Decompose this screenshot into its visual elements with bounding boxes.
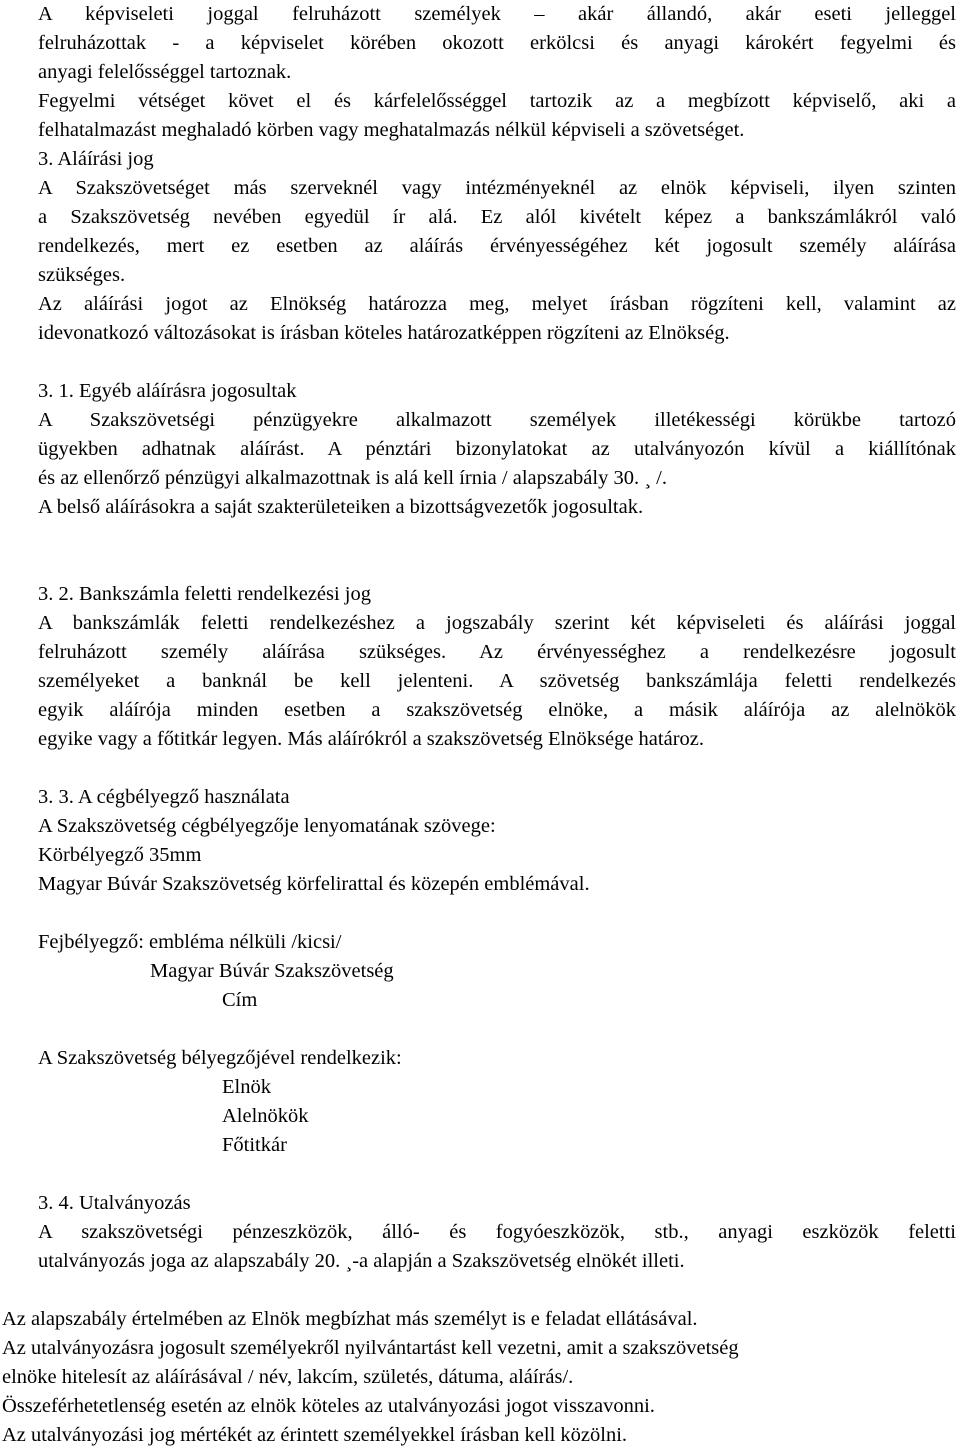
text-line: A Szakszövetségi pénzügyekre alkalmazott személyek illetékességi körükbe tartozó bbox=[38, 409, 956, 431]
text-line: A bankszámlák feletti rendelkezéshez a jogszabály szerint két képviseleti és aláírási joggal bbox=[38, 612, 956, 634]
section-heading: 3. 4. Utalványozás bbox=[38, 1192, 191, 1214]
text-line: Az utalványozási jog mértékét az érintett személyekkel írásban kell közölni. bbox=[2, 1424, 628, 1446]
text-line: felruházott személy aláírása szükséges. Az érvényességhez a rendelkezésre jogosult bbox=[38, 641, 956, 663]
text-line: Fegyelmi vétséget követ el és kárfelelősséggel tartozik az a megbízott képviselő, aki a bbox=[38, 90, 956, 112]
text-line: egyike vagy a főtitkár legyen. Más aláírókról a szakszövetség Elnöksége határoz. bbox=[38, 728, 704, 750]
text-line: felhatalmazást meghaladó körben vagy meghatalmazás nélkül képviseli a szövetséget. bbox=[38, 119, 745, 141]
text-line: Az aláírási jogot az Elnökség határozza meg, melyet írásban rögzíteni kell, valamint az bbox=[38, 293, 956, 315]
list-item: Főtitkár bbox=[222, 1134, 287, 1156]
text-line: szükséges. bbox=[38, 264, 126, 286]
section-heading: 3. 1. Egyéb aláírásra jogosultak bbox=[38, 380, 297, 402]
text-line: ügyekben adhatnak aláírást. A pénztári bizonylatokat az utalványozón kívül a kiállítónak bbox=[38, 438, 956, 460]
section-heading: 3. Aláírási jog bbox=[38, 148, 154, 170]
list-item: Elnök bbox=[222, 1076, 271, 1098]
text-line: egyik aláírója minden esetben a szakszövetség elnöke, a másik aláírója az alelnökök bbox=[38, 699, 956, 721]
section-heading: 3. 2. Bankszámla feletti rendelkezési jog bbox=[38, 583, 372, 605]
text-line: A Szakszövetség bélyegzőjével rendelkezik: bbox=[38, 1047, 402, 1069]
text-line: Az alapszabály értelmében az Elnök megbízhat más személyt is e feladat ellátásával. bbox=[2, 1308, 698, 1330]
text-line: és az ellenőrző pénzügyi alkalmazottnak is alá kell írnia / alapszabály 30. ¸ /. bbox=[38, 467, 667, 489]
text-line: anyagi felelősséggel tartoznak. bbox=[38, 61, 292, 83]
text-line: a Szakszövetség nevében egyedül ír alá. Ez alól kivételt képez a bankszámlákról való bbox=[38, 206, 956, 228]
text-line: rendelkezés, mert ez esetben az aláírás érvényességéhez két jogosult személy aláírása bbox=[38, 235, 956, 257]
section-heading: 3. 3. A cégbélyegző használata bbox=[38, 786, 290, 808]
text-line: Az utalványozásra jogosult személyekről nyilvántartást kell vezetni, amit a szakszövetség bbox=[2, 1337, 739, 1359]
text-line: Magyar Búvár Szakszövetség bbox=[150, 960, 394, 982]
text-line: A Szakszövetséget más szerveknél vagy intézményeknél az elnök képviseli, ilyen szinten bbox=[38, 177, 956, 199]
text-line: Összeférhetetlenség esetén az elnök köteles az utalványozási jogot visszavonni. bbox=[2, 1395, 655, 1417]
text-line: A Szakszövetség cégbélyegzője lenyomatának szövege: bbox=[38, 815, 496, 837]
text-line: Cím bbox=[222, 989, 258, 1011]
text-line: felruházottak - a képviselet körében okozott erkölcsi és anyagi károkért fegyelmi és bbox=[38, 32, 956, 54]
text-line: Fejbélyegző: embléma nélküli /kicsi/ bbox=[38, 931, 342, 953]
text-line: Körbélyegző 35mm bbox=[38, 844, 202, 866]
text-line: utalványozás joga az alapszabály 20. ¸-a alapján a Szakszövetség elnökét illeti. bbox=[38, 1250, 685, 1272]
text-line: A szakszövetségi pénzeszközök, álló- és fogyóeszközök, stb., anyagi eszközök feletti bbox=[38, 1221, 956, 1243]
text-line: elnöke hitelesít az aláírásával / név, lakcím, születés, dátuma, aláírás/. bbox=[2, 1366, 574, 1388]
text-line: idevonatkozó változásokat is írásban köteles határozatképpen rögzíteni az Elnökség. bbox=[38, 322, 730, 344]
text-line: személyeket a banknál be kell jelenteni. A szövetség bankszámlája feletti rendelkezés bbox=[38, 670, 956, 692]
text-line: Magyar Búvár Szakszövetség körfelirattal és közepén emblémával. bbox=[38, 873, 590, 895]
list-item: Alelnökök bbox=[222, 1105, 309, 1127]
text-line: A képviseleti joggal felruházott személyek – akár állandó, akár eseti jelleggel bbox=[38, 3, 956, 25]
text-line: A belső aláírásokra a saját szakterületeiken a bizottságvezetők jogosultak. bbox=[38, 496, 644, 518]
